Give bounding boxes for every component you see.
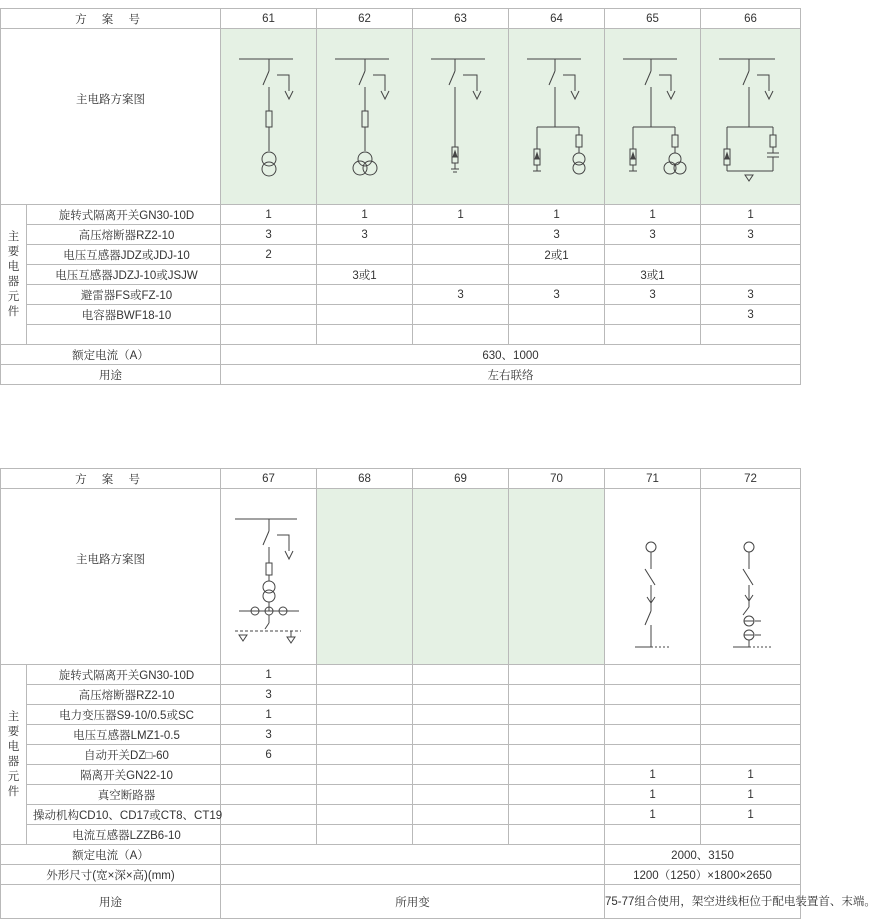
dimensions-label: 外形尺寸(宽×深×高)(mm) bbox=[1, 865, 221, 885]
component-qty bbox=[701, 705, 801, 725]
scheme-number-label: 方 案 号 bbox=[1, 9, 221, 29]
component-name: 真空断路器 bbox=[27, 785, 221, 805]
component-qty: 1 bbox=[317, 205, 413, 225]
component-qty bbox=[221, 265, 317, 285]
component-qty bbox=[605, 745, 701, 765]
circuit-diagram-67 bbox=[221, 489, 317, 665]
diagram-row-label: 主电路方案图 bbox=[1, 29, 221, 205]
dimensions-left-empty bbox=[221, 865, 605, 885]
component-qty bbox=[509, 765, 605, 785]
component-qty: 6 bbox=[221, 745, 317, 765]
component-name: 电流互感器LZZB6-10 bbox=[27, 825, 221, 845]
scheme-number: 65 bbox=[605, 9, 701, 29]
component-name: 旋转式隔离开关GN30-10D bbox=[27, 205, 221, 225]
component-qty bbox=[317, 665, 413, 685]
scheme-number: 67 bbox=[221, 469, 317, 489]
component-qty: 3 bbox=[605, 285, 701, 305]
usage-row bbox=[1, 885, 801, 919]
component-qty bbox=[317, 825, 413, 845]
component-name: 电力变压器S9-10/0.5或SC bbox=[27, 705, 221, 725]
component-qty bbox=[701, 685, 801, 705]
component-qty bbox=[509, 805, 605, 825]
scheme-number: 72 bbox=[701, 469, 801, 489]
rated-current-label: 额定电流（A） bbox=[1, 845, 221, 865]
component-qty bbox=[317, 705, 413, 725]
scheme-number: 71 bbox=[605, 469, 701, 489]
component-qty: 1 bbox=[701, 805, 801, 825]
component-name: 电压互感器JDZJ-10或JSJW bbox=[27, 265, 221, 285]
component-qty bbox=[701, 725, 801, 745]
rated-current-value: 630、1000 bbox=[221, 345, 801, 365]
scheme-table-67-72 bbox=[0, 468, 876, 919]
component-qty bbox=[509, 305, 605, 325]
component-qty bbox=[605, 325, 701, 345]
component-qty bbox=[509, 705, 605, 725]
component-row-empty bbox=[1, 325, 801, 345]
component-qty bbox=[413, 245, 509, 265]
component-qty bbox=[221, 825, 317, 845]
component-qty bbox=[413, 325, 509, 345]
component-qty: 1 bbox=[221, 205, 317, 225]
dimensions-value: 1200（1250）×1800×2650 bbox=[605, 865, 801, 885]
component-qty bbox=[509, 745, 605, 765]
component-name: 高压熔断器RZ2-10 bbox=[27, 225, 221, 245]
component-qty: 3或1 bbox=[605, 265, 701, 285]
component-qty bbox=[605, 665, 701, 685]
component-row bbox=[1, 785, 801, 805]
component-group-label: 主 要 电 器 元 件 bbox=[1, 205, 27, 345]
component-qty bbox=[605, 245, 701, 265]
circuit-diagram-65 bbox=[605, 29, 701, 205]
component-qty bbox=[701, 265, 801, 285]
component-qty: 3 bbox=[413, 285, 509, 305]
component-qty bbox=[413, 785, 509, 805]
component-row bbox=[1, 685, 801, 705]
component-qty: 3 bbox=[701, 225, 801, 245]
component-name bbox=[27, 325, 221, 345]
scheme-number-label: 方 案 号 bbox=[1, 469, 221, 489]
component-qty bbox=[317, 805, 413, 825]
component-qty bbox=[509, 825, 605, 845]
component-qty bbox=[413, 745, 509, 765]
component-qty bbox=[317, 725, 413, 745]
scheme-number: 63 bbox=[413, 9, 509, 29]
component-qty: 1 bbox=[221, 705, 317, 725]
component-qty bbox=[413, 225, 509, 245]
diagram-row-label: 主电路方案图 bbox=[1, 489, 221, 665]
diagram-row bbox=[1, 29, 801, 205]
component-qty bbox=[221, 765, 317, 785]
component-row bbox=[1, 805, 801, 825]
rated-current-label: 额定电流（A） bbox=[1, 345, 221, 365]
usage-value-left: 所用变 bbox=[221, 885, 605, 919]
component-row bbox=[1, 285, 801, 305]
component-qty bbox=[701, 245, 801, 265]
component-qty: 1 bbox=[413, 205, 509, 225]
component-name: 电压互感器LMZ1-0.5 bbox=[27, 725, 221, 745]
circuit-diagram-69-empty bbox=[413, 489, 509, 665]
component-qty bbox=[317, 245, 413, 265]
component-qty bbox=[701, 325, 801, 345]
component-qty: 1 bbox=[605, 805, 701, 825]
component-qty bbox=[317, 305, 413, 325]
component-qty bbox=[413, 265, 509, 285]
component-qty bbox=[221, 325, 317, 345]
component-qty: 1 bbox=[701, 785, 801, 805]
component-row bbox=[1, 265, 801, 285]
component-qty: 2或1 bbox=[509, 245, 605, 265]
component-qty: 3 bbox=[221, 225, 317, 245]
component-qty bbox=[605, 825, 701, 845]
component-qty bbox=[317, 785, 413, 805]
circuit-diagram-72 bbox=[701, 489, 801, 665]
component-name: 避雷器FS或FZ-10 bbox=[27, 285, 221, 305]
component-row bbox=[1, 745, 801, 765]
component-qty: 3 bbox=[701, 305, 801, 325]
component-row bbox=[1, 665, 801, 685]
component-qty bbox=[509, 785, 605, 805]
component-qty bbox=[221, 305, 317, 325]
component-row bbox=[1, 705, 801, 725]
scheme-number-row bbox=[1, 469, 801, 489]
component-qty bbox=[701, 745, 801, 765]
usage-value: 左右联络 bbox=[221, 365, 801, 385]
component-qty: 2 bbox=[221, 245, 317, 265]
component-qty bbox=[509, 685, 605, 705]
component-qty bbox=[509, 725, 605, 745]
component-group-label: 主 要 电 器 元 件 bbox=[1, 665, 27, 845]
component-qty: 1 bbox=[509, 205, 605, 225]
component-name: 自动开关DZ□-60 bbox=[27, 745, 221, 765]
component-qty: 3 bbox=[509, 285, 605, 305]
component-qty bbox=[413, 825, 509, 845]
component-qty bbox=[317, 765, 413, 785]
component-qty: 1 bbox=[701, 765, 801, 785]
component-qty: 1 bbox=[701, 205, 801, 225]
rated-current-row bbox=[1, 345, 801, 365]
component-qty: 3或1 bbox=[317, 265, 413, 285]
scheme-number: 70 bbox=[509, 469, 605, 489]
dimensions-row bbox=[1, 865, 801, 885]
circuit-diagram-66 bbox=[701, 29, 801, 205]
circuit-diagram-61 bbox=[221, 29, 317, 205]
usage-label: 用途 bbox=[1, 365, 221, 385]
component-qty bbox=[413, 725, 509, 745]
component-name: 电压互感器JDZ或JDJ-10 bbox=[27, 245, 221, 265]
component-qty bbox=[413, 765, 509, 785]
component-qty: 1 bbox=[605, 785, 701, 805]
component-qty bbox=[413, 805, 509, 825]
component-name: 电容器BWF18-10 bbox=[27, 305, 221, 325]
component-qty bbox=[221, 785, 317, 805]
component-row bbox=[1, 225, 801, 245]
component-qty bbox=[317, 285, 413, 305]
diagram-row bbox=[1, 489, 801, 665]
component-qty bbox=[605, 705, 701, 725]
component-name: 旋转式隔离开关GN30-10D bbox=[27, 665, 221, 685]
component-row bbox=[1, 765, 801, 785]
component-qty bbox=[413, 685, 509, 705]
component-qty bbox=[413, 665, 509, 685]
component-qty: 3 bbox=[701, 285, 801, 305]
component-row bbox=[1, 825, 801, 845]
component-qty bbox=[509, 265, 605, 285]
component-qty bbox=[701, 825, 801, 845]
scheme-number: 64 bbox=[509, 9, 605, 29]
component-qty bbox=[317, 745, 413, 765]
component-qty bbox=[413, 305, 509, 325]
component-qty: 3 bbox=[317, 225, 413, 245]
component-row bbox=[1, 205, 801, 225]
component-row bbox=[1, 305, 801, 325]
scheme-number: 66 bbox=[701, 9, 801, 29]
component-qty: 1 bbox=[605, 205, 701, 225]
scheme-number: 62 bbox=[317, 9, 413, 29]
component-qty bbox=[509, 325, 605, 345]
scheme-number-row bbox=[1, 9, 801, 29]
component-row bbox=[1, 245, 801, 265]
usage-row bbox=[1, 365, 801, 385]
component-row bbox=[1, 725, 801, 745]
component-qty: 3 bbox=[221, 685, 317, 705]
rated-current-value: 2000、3150 bbox=[605, 845, 801, 865]
scheme-number: 68 bbox=[317, 469, 413, 489]
component-qty: 3 bbox=[221, 725, 317, 745]
circuit-diagram-68-empty bbox=[317, 489, 413, 665]
circuit-diagram-62 bbox=[317, 29, 413, 205]
component-qty bbox=[701, 665, 801, 685]
component-qty bbox=[317, 685, 413, 705]
component-name: 操动机构CD10、CD17或CT8、CT19 bbox=[27, 805, 221, 825]
component-qty bbox=[221, 805, 317, 825]
scheme-number: 69 bbox=[413, 469, 509, 489]
component-qty: 1 bbox=[605, 765, 701, 785]
component-name: 高压熔断器RZ2-10 bbox=[27, 685, 221, 705]
component-qty bbox=[317, 325, 413, 345]
component-qty bbox=[605, 305, 701, 325]
circuit-diagram-63 bbox=[413, 29, 509, 205]
scheme-number: 61 bbox=[221, 9, 317, 29]
component-qty bbox=[605, 725, 701, 745]
rated-current-row bbox=[1, 845, 801, 865]
scheme-table-61-66 bbox=[0, 8, 801, 385]
component-qty bbox=[221, 285, 317, 305]
component-qty: 3 bbox=[605, 225, 701, 245]
usage-value-right: 75-77组合使用，架空进线柜位于配电装置首、末端。 bbox=[605, 885, 801, 919]
component-qty: 3 bbox=[509, 225, 605, 245]
component-qty bbox=[509, 665, 605, 685]
component-name: 隔离开关GN22-10 bbox=[27, 765, 221, 785]
usage-label: 用途 bbox=[1, 885, 221, 919]
circuit-diagram-71 bbox=[605, 489, 701, 665]
circuit-diagram-64 bbox=[509, 29, 605, 205]
rated-current-left-empty bbox=[221, 845, 605, 865]
component-qty: 1 bbox=[221, 665, 317, 685]
circuit-diagram-70-empty bbox=[509, 489, 605, 665]
component-qty bbox=[413, 705, 509, 725]
component-qty bbox=[605, 685, 701, 705]
